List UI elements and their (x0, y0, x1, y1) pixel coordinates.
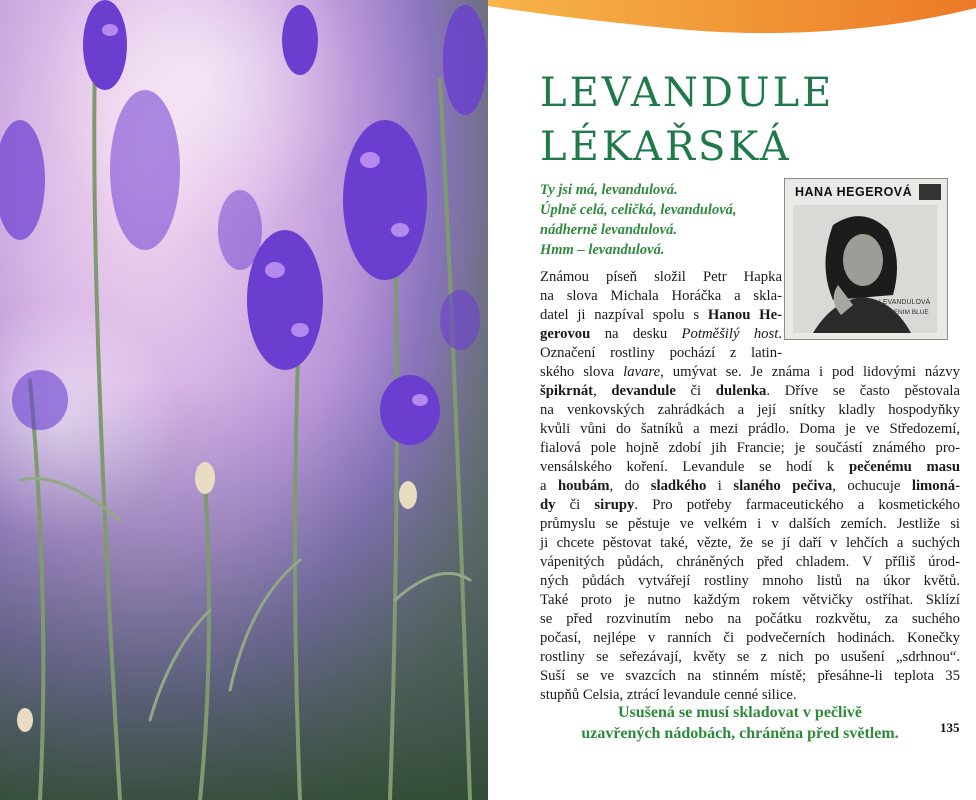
text-line: Také proto je nutno každým rokem větvičky ostříhat. Sklízí (540, 592, 960, 608)
text-line: špikrnát, devandule či dulenka. Dříve se často pěstovala (540, 383, 960, 399)
text-line: stupňů Celsia, ztrácí levandule cenné silice. (540, 687, 797, 703)
album-artist: HANA HEGEROVÁ (795, 185, 913, 199)
text-line: a houbám, do sladkého i slaného pečiva, ochucuje limoná- (540, 478, 961, 494)
text-line: dy či sirupy. Pro potřeby farmaceutického a kosmetického (540, 497, 960, 513)
text-line: na slova Michala Horáčka a skla- (540, 288, 782, 304)
text-line: gerovou na desku Potměšilý host. (540, 326, 782, 342)
text-line: ji chcete pěstovat také, vězte, že se jí daří v lehčích a suchých (540, 535, 960, 551)
title-line-1: LEVANDULE (540, 70, 835, 116)
lyric-line: Hmm – levandulová. (540, 242, 665, 258)
title-line-2: LÉKAŘSKÁ (540, 124, 792, 170)
lyric-line: nádherně levandulová. (540, 222, 677, 238)
text-line: ných půdách vytvářejí rostliny mnoho listů na úkor květů. (540, 573, 960, 589)
text-line: se před rozvinutím nebo na počátku rozkvětu, za suchého (540, 611, 960, 627)
text-line: vápenitých půdách, chráněných před chladem. V příliš úrod- (540, 554, 960, 570)
text-line: vensálského koření. Levandule se hodí k pečenému masu (540, 459, 960, 475)
page-number: 135 (940, 720, 960, 735)
text-line: fialová pole hojně zdobí jih Francie; je součástí známého pro- (540, 440, 960, 456)
album-track-1: LEVANDULOVÁ (879, 299, 931, 306)
orange-wave-header (488, 0, 976, 60)
page-title (540, 66, 834, 174)
text-line: kvůli vůni do šatníků a mezi prádlo. Doma je ve Středozemí, (540, 421, 960, 437)
note-line-1: Usušená se musí skladovat v pečlivě (617, 704, 863, 721)
storage-note (540, 702, 940, 744)
text-line: ského slova lavare, umývat se. Je známa i pod lidovými názvy (540, 364, 960, 380)
note-line-2: uzavřených nádobách, chráněna před světlem. (581, 725, 899, 742)
song-lyrics (540, 180, 800, 260)
text-line: Známou píseň složil Petr Hapka (540, 269, 782, 285)
text-line: Suší se ve svazcích na stinném místě; přesáhne-li teplota 35 (540, 668, 960, 684)
lyric-line: Ty jsi má, levandulová. (540, 182, 678, 198)
text-line: rostliny se seřezávají, květy se z nich po usušení „sdrhnou“. (540, 649, 960, 665)
text-line: Označení rostliny pochází z latin- (540, 345, 782, 361)
text-line: průmyslu se pěstuje ve velkém i v dalších zemích. Jestliže si (540, 516, 960, 532)
album-track-2: DENIM BLUE (889, 309, 929, 316)
text-line: na venkovských zahrádkách a její snítky kladly hospodyňky (540, 402, 960, 418)
text-line: počasí, nejlépe v ranních či podvečerních hodinách. Konečky (540, 630, 960, 646)
label-logo-icon (919, 184, 941, 200)
body-text (540, 268, 960, 705)
text-page (488, 0, 976, 800)
lyric-line: Úplně celá, celičká, levandulová, (540, 202, 737, 218)
text-line: datel ji nazpíval spolu s Hanou He- (540, 307, 782, 323)
